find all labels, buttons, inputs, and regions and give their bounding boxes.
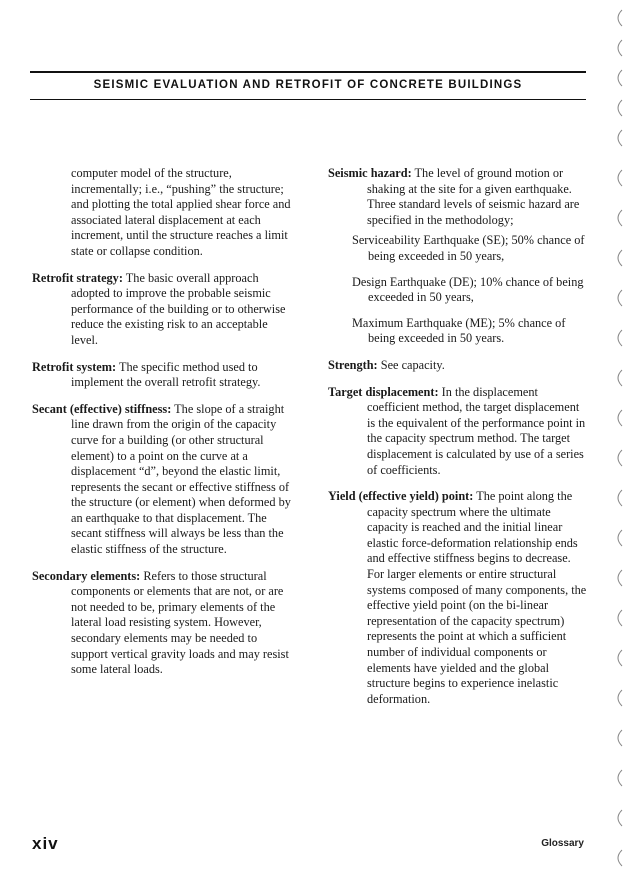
margin-mark	[618, 210, 622, 226]
running-header-title: SEISMIC EVALUATION AND RETROFIT OF CONCRETE BUILDINGS	[93, 79, 523, 91]
scan-margin-marks	[604, 0, 634, 896]
margin-mark	[618, 370, 622, 386]
glossary-term: Seismic hazard:	[328, 166, 412, 180]
glossary-definition: The specific method used to implement the overall retrofit strategy.	[71, 359, 261, 390]
glossary-entry-target-displacement	[328, 385, 590, 479]
margin-mark	[618, 730, 622, 746]
margin-mark	[618, 410, 622, 426]
right-column	[328, 166, 590, 718]
glossary-term: Retrofit strategy:	[32, 270, 123, 285]
glossary-entry-seismic-hazard	[328, 166, 590, 228]
margin-mark	[618, 530, 622, 546]
hazard-level-me: Maximum Earthquake (ME); 5% chance of being exceeded in 50 years.	[352, 315, 566, 346]
glossary-entry-secant-stiffness	[32, 402, 294, 558]
glossary-term: Retrofit system:	[32, 359, 117, 374]
margin-mark	[618, 850, 622, 866]
glossary-definition: The level of ground motion or shaking at the site for a given earthquake. Three standard levels of seismic hazard are specified in the methodology;	[367, 166, 580, 227]
margin-mark	[618, 250, 622, 266]
header-top-rule	[30, 71, 586, 73]
margin-mark	[618, 130, 622, 146]
glossary-entry-strength	[328, 358, 590, 374]
glossary-definition: In the displacement coefficient method, the target displacement is the equivalent of the performance point in the capacity spectrum method. The target displacement is calculated by use of a series of coefficients.	[367, 384, 586, 477]
glossary-term: Yield (effective yield) point:	[328, 489, 474, 504]
glossary-definition: The slope of a straight line drawn from the origin of the capacity curve for a building (or other structural element) to a point on the curve at a displacement “d”, beyond the elastic limit, represents the secant or effective stiffness of the structure (or element) when deformed by an earthquake to that displacement. The secant stiffness will always be less than the elastic stiffness of the structure.	[71, 401, 291, 557]
glossary-term: Secant (effective) stiffness:	[32, 401, 172, 416]
margin-mark	[618, 810, 622, 826]
glossary-definition: The point along the capacity spectrum where the ultimate capacity is reached and the initial linear elastic force-deformation relationship ends and effective stiffness begins to decrease. For larger elements or entire structural systems composed of many components, the effective yield point (on the bi-linear representation of the capacity spectrum) represents the point at which a sufficient number of individual components or elements have yielded and the global structure begins to experience inelastic deformation.	[367, 489, 587, 706]
margin-mark	[618, 70, 622, 86]
margin-mark	[618, 450, 622, 466]
header-bottom-rule	[30, 99, 586, 100]
margin-mark	[618, 290, 622, 306]
page-number: xiv	[32, 834, 59, 853]
glossary-entry-yield-point	[328, 489, 590, 707]
section-label: Glossary	[541, 838, 584, 849]
margin-mark	[618, 610, 622, 626]
margin-mark	[618, 10, 622, 26]
hazard-level-se: Serviceability Earthquake (SE); 50% chance of being exceeded in 50 years,	[352, 233, 585, 263]
margin-mark	[618, 330, 622, 346]
margin-mark	[618, 570, 622, 586]
glossary-definition: Refers to those structural components or elements that are not, or are not needed to be, primary elements of the lateral load resisting system. However, secondary elements may be needed to support vertical gravity loads and may resist some lateral loads.	[71, 568, 289, 677]
glossary-continuation: computer model of the structure, incrementally; i.e., “pushing” the structure; and plotting the total applied shear force and associated lateral displacement at each increment, until the structure reaches a limit state or collapse condition.	[71, 166, 291, 258]
margin-mark	[618, 650, 622, 666]
glossary-entry-secondary-elements	[32, 569, 294, 678]
margin-mark	[618, 100, 622, 116]
glossary-definition: See capacity.	[380, 357, 445, 372]
glossary-definition: The basic overall approach adopted to improve the probable seismic performance of the building or to otherwise reduce the existing risk to an acceptable level.	[71, 270, 286, 347]
left-column	[32, 166, 294, 689]
margin-mark	[618, 490, 622, 506]
glossary-term: Strength:	[328, 357, 378, 372]
glossary-entry-retrofit-strategy	[32, 271, 294, 349]
hazard-level-de: Design Earthquake (DE); 10% chance of being exceeded in 50 years,	[352, 274, 584, 305]
margin-mark	[618, 770, 622, 786]
glossary-term: Target displacement:	[328, 384, 439, 399]
glossary-entry-retrofit-system	[32, 360, 294, 391]
margin-mark	[618, 40, 622, 56]
margin-mark	[618, 170, 622, 186]
margin-mark	[618, 690, 622, 706]
glossary-term: Secondary elements:	[32, 568, 141, 583]
